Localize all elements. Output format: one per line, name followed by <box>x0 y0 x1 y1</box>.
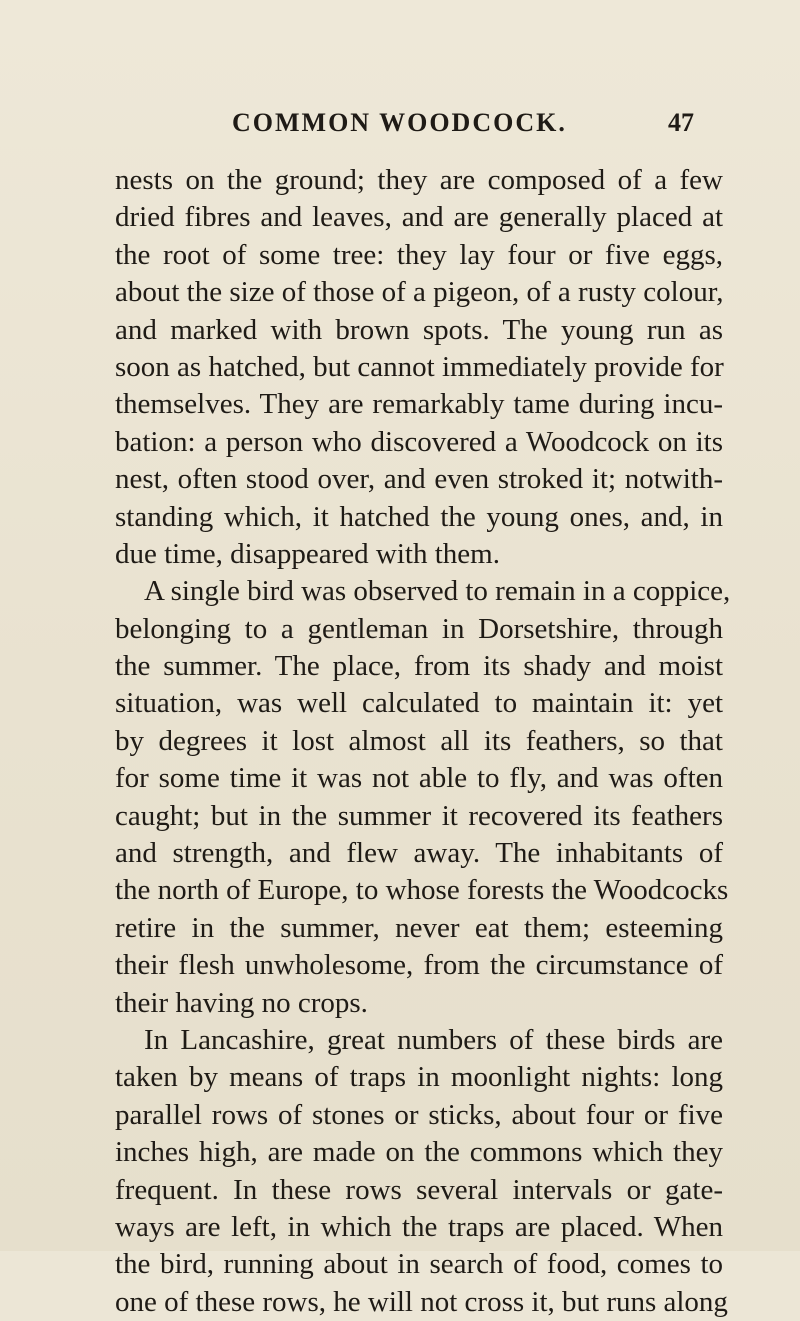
text-line: inches high, are made on the commons which they <box>115 1136 723 1169</box>
text-line: belonging to a gentleman in Dorsetshire, through <box>115 612 723 645</box>
text-line: ways are left, in which the traps are placed. When <box>115 1210 723 1243</box>
running-title: COMMON WOODCOCK. <box>232 108 567 137</box>
text-line: situation, was well calculated to maintain it: yet <box>115 687 723 720</box>
text-line: standing which, it hatched the young ones, and, in <box>115 500 723 533</box>
body-text <box>115 162 731 1321</box>
paragraph-end-line: due time, disappeared with them. <box>115 537 500 570</box>
text-line: taken by means of traps in moonlight nights: long <box>115 1061 723 1094</box>
text-line: the bird, running about in search of food, comes to <box>115 1248 723 1281</box>
paragraph-end-line: their having no crops. <box>115 986 368 1019</box>
running-head <box>0 108 800 148</box>
text-line: soon as hatched, but cannot immediately provide for <box>115 350 724 383</box>
text-line: retire in the summer, never eat them; esteeming <box>115 911 723 944</box>
text-line: about the size of those of a pigeon, of a rusty colour, <box>115 276 724 309</box>
text-line: A single bird was observed to remain in a coppice, <box>144 575 731 608</box>
text-line: by degrees it lost almost all its feathers, so that <box>115 724 723 757</box>
text-line: nest, often stood over, and even stroked it; notwith- <box>115 463 723 496</box>
page-number: 47 <box>668 108 694 137</box>
text-line: parallel rows of stones or sticks, about four or five <box>115 1098 723 1131</box>
text-line: one of these rows, he will not cross it, but runs along <box>115 1285 728 1318</box>
text-line: the root of some tree: they lay four or five eggs, <box>115 238 723 271</box>
text-line: the summer. The place, from its shady and moist <box>115 650 723 683</box>
text-line: their flesh unwholesome, from the circumstance of <box>115 949 723 982</box>
text-line: for some time it was not able to fly, and was often <box>115 762 723 795</box>
text-line: and strength, and flew away. The inhabitants of <box>115 837 723 870</box>
text-line: caught; but in the summer it recovered its feathers <box>115 799 723 832</box>
text-line: frequent. In these rows several intervals or gate- <box>115 1173 723 1206</box>
text-line: dried fibres and leaves, and are generally placed at <box>115 201 723 234</box>
text-line: bation: a person who discovered a Woodcock on its <box>115 425 723 458</box>
text-line: and marked with brown spots. The young run as <box>115 313 723 346</box>
text-line: nests on the ground; they are composed of a few <box>115 164 723 196</box>
text-line: the north of Europe, to whose forests the Woodcocks <box>115 874 729 907</box>
text-line: In Lancashire, great numbers of these birds are <box>144 1023 723 1056</box>
text-line: themselves. They are remarkably tame during incu- <box>115 388 723 421</box>
